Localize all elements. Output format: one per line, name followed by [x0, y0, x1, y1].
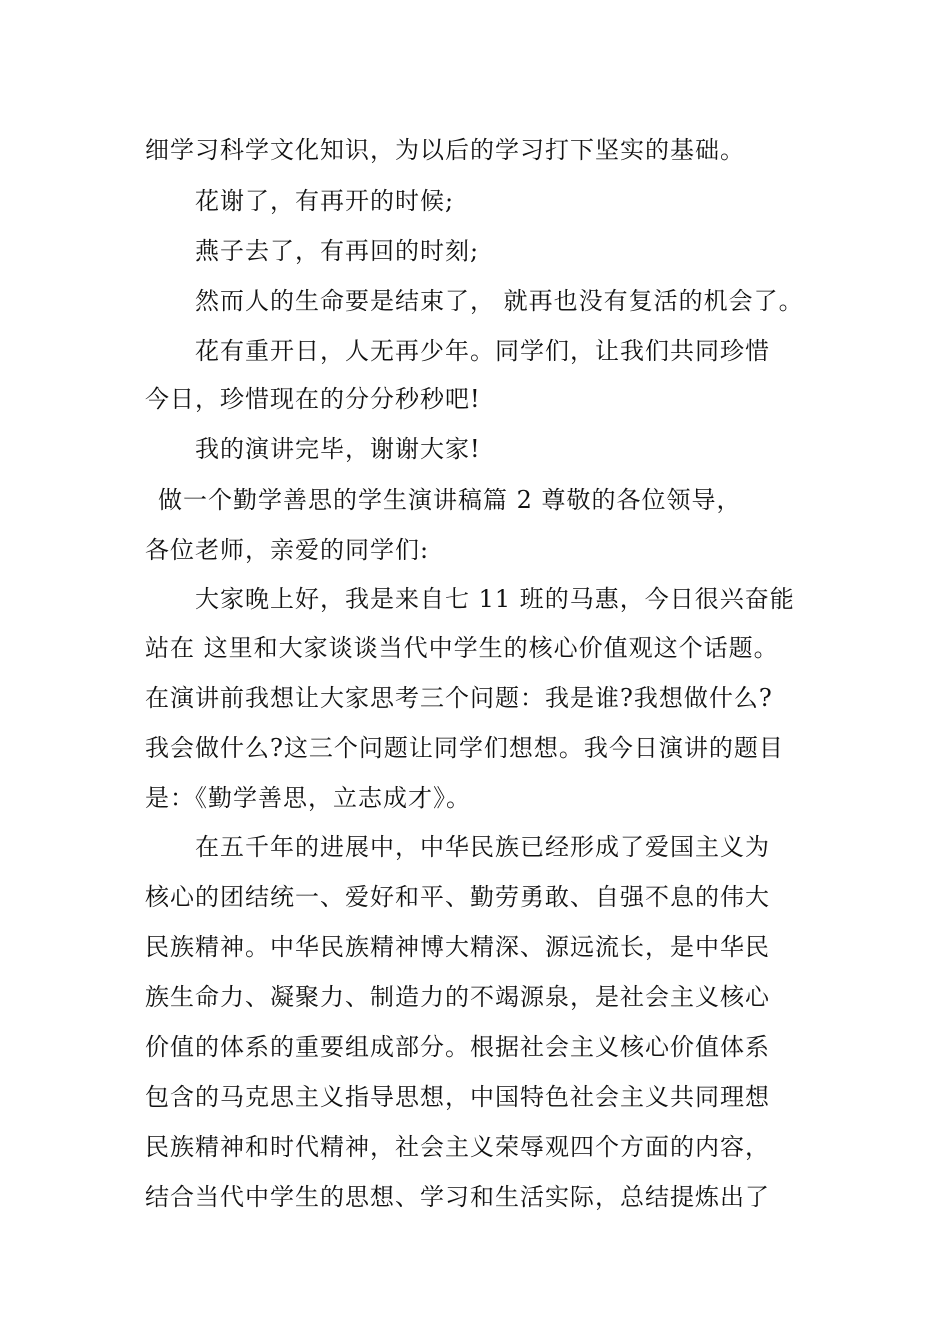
paragraph-line: 价值的体系的重要组成部分。根据社会主义核心价值体系: [145, 1033, 770, 1061]
paragraph-line: 在五千年的进展中，中华民族已经形成了爱国主义为: [195, 833, 770, 861]
paragraph-line: 族生命力、凝聚力、制造力的不竭源泉，是社会主义核心: [145, 983, 770, 1011]
paragraph-line: 包含的马克思主义指导思想，中国特色社会主义共同理想: [145, 1083, 770, 1111]
paragraph-line: 民族精神。中华民族精神博大精深、源远流长，是中华民: [145, 933, 770, 961]
paragraph-line: 花有重开日，人无再少年。同学们，让我们共同珍惜: [195, 337, 770, 365]
paragraph-line: 在演讲前我想让大家思考三个问题：我是谁?我想做什么?: [145, 684, 773, 712]
poem-line: 燕子去了，有再回的时刻;: [195, 237, 480, 265]
paragraph-line: 大家晚上好，我是来自七 11 班的马惠，今日很兴奋能: [195, 585, 795, 613]
paragraph-line: 今日，珍惜现在的分分秒秒吧!: [145, 385, 481, 413]
section-heading: 做一个勤学善思的学生演讲稿篇 2 尊敬的各位领导，: [158, 486, 742, 514]
salutation-line: 各位老师，亲爱的同学们:: [145, 536, 430, 564]
text-line: 细学习科学文化知识，为以后的学习打下坚实的基础。: [145, 136, 745, 164]
paragraph-line: 结合当代中学生的思想、学习和生活实际，总结提炼出了: [145, 1183, 770, 1211]
poem-line: 然而人的生命要是结束了， 就再也没有复活的机会了。: [195, 287, 804, 315]
paragraph-line: 民族精神和时代精神，社会主义荣辱观四个方面的内容，: [145, 1133, 770, 1161]
paragraph-line: 站在 这里和大家谈谈当代中学生的核心价值观这个话题。: [145, 634, 779, 662]
paragraph-line: 是：《勤学善思，立志成才》。: [145, 784, 471, 812]
paragraph-line: 核心的团结统一、爱好和平、勤劳勇敢、自强不息的伟大: [145, 883, 770, 911]
closing-line: 我的演讲完毕，谢谢大家!: [195, 435, 481, 463]
poem-line: 花谢了，有再开的时候;: [195, 187, 455, 215]
paragraph-line: 我会做什么?这三个问题让同学们想想。我今日演讲的题目: [145, 734, 784, 762]
